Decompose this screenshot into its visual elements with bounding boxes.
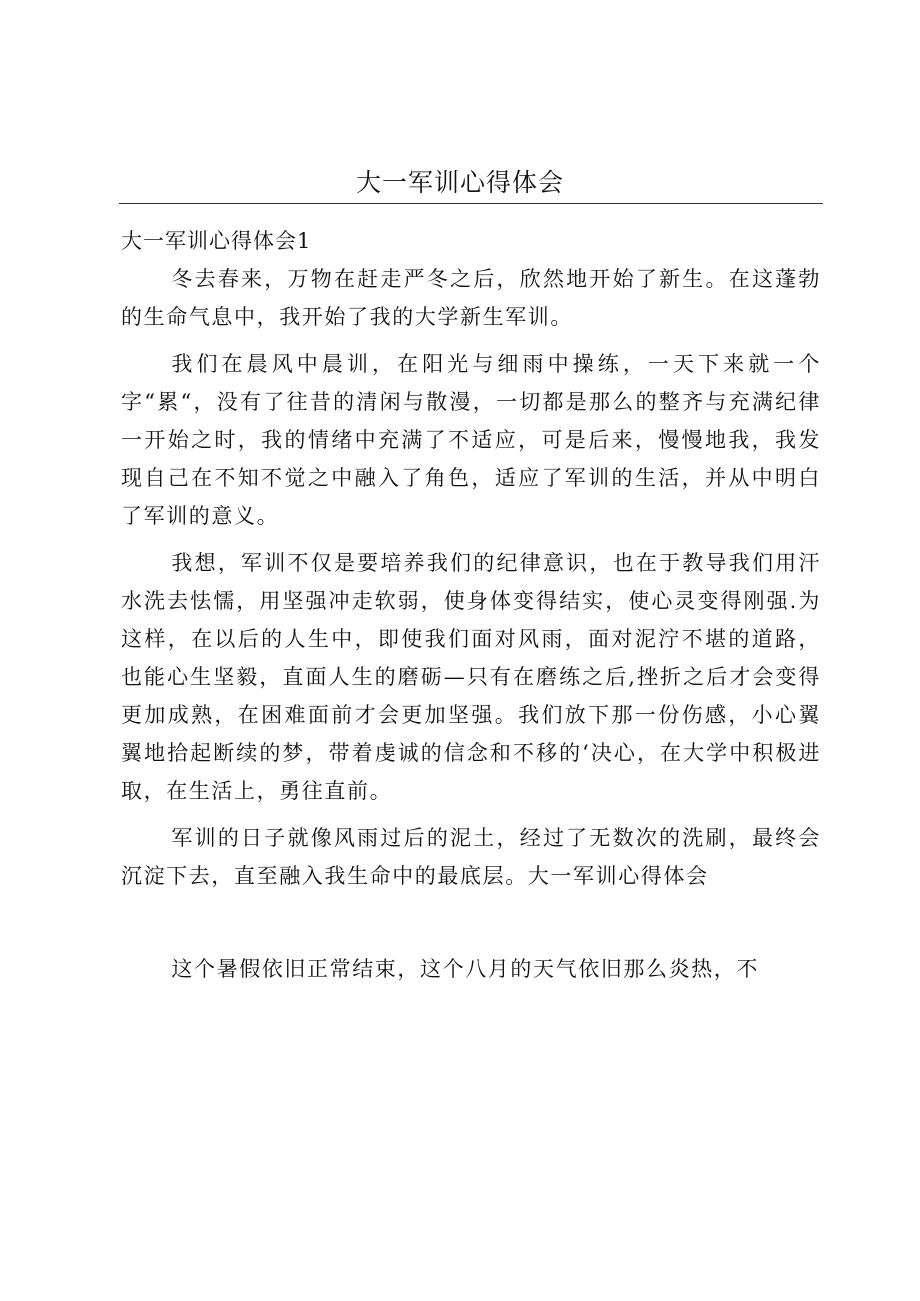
paragraph-3: 我想，军训不仅是要培养我们的纪律意识，也在于教导我们用汗水洗去怯懦，用坚强冲走软弱，使身体变得结实，使心灵变得刚强.为这样，在以后的人生中，即使我们面对风雨，面对泥泞不堪的道路，也能心生坚毅，直面人生的磨砺—只有在磨练之后,挫折之后才会变得更加成熟，在困难面前才会更加坚强。我们放下那一份伤感，小心翼翼地拾起断续的梦，带着虔诚的信念和不移的‘决心，在大学中积极进取，在生活上，勇往直前。 xyxy=(121,551,821,803)
paragraph-5: 这个暑假依旧正常结束，这个八月的天气依旧那么炎热，不 xyxy=(171,957,759,981)
section-heading: 大一军训心得体会1 xyxy=(121,229,312,253)
title-underline xyxy=(119,203,823,204)
document-title: 大一军训心得体会 xyxy=(355,168,564,197)
paragraph-4: 军训的日子就像风雨过后的泥土，经过了无数次的洗刷，最终会沉淀下去，直至融入我生命中的最底层。大一军训心得体会 xyxy=(121,826,821,888)
document-body xyxy=(121,222,821,997)
paragraph-2: 我们在晨风中晨训，在阳光与细雨中操练，一天下来就一个字“累“，没有了往昔的清闲与散漫，一切都是那么的整齐与充满纪律一开始之时，我的情绪中充满了不适应，可是后来，慢慢地我，我发现自己在不知不觉之中融入了角色，适应了军训的生活，并从中明白了军训的意义。 xyxy=(121,352,821,528)
paragraph-1: 冬去春来，万物在赶走严冬之后，欣然地开始了新生。在这蓬勃的生命气息中，我开始了我的大学新生军训。 xyxy=(121,267,821,329)
